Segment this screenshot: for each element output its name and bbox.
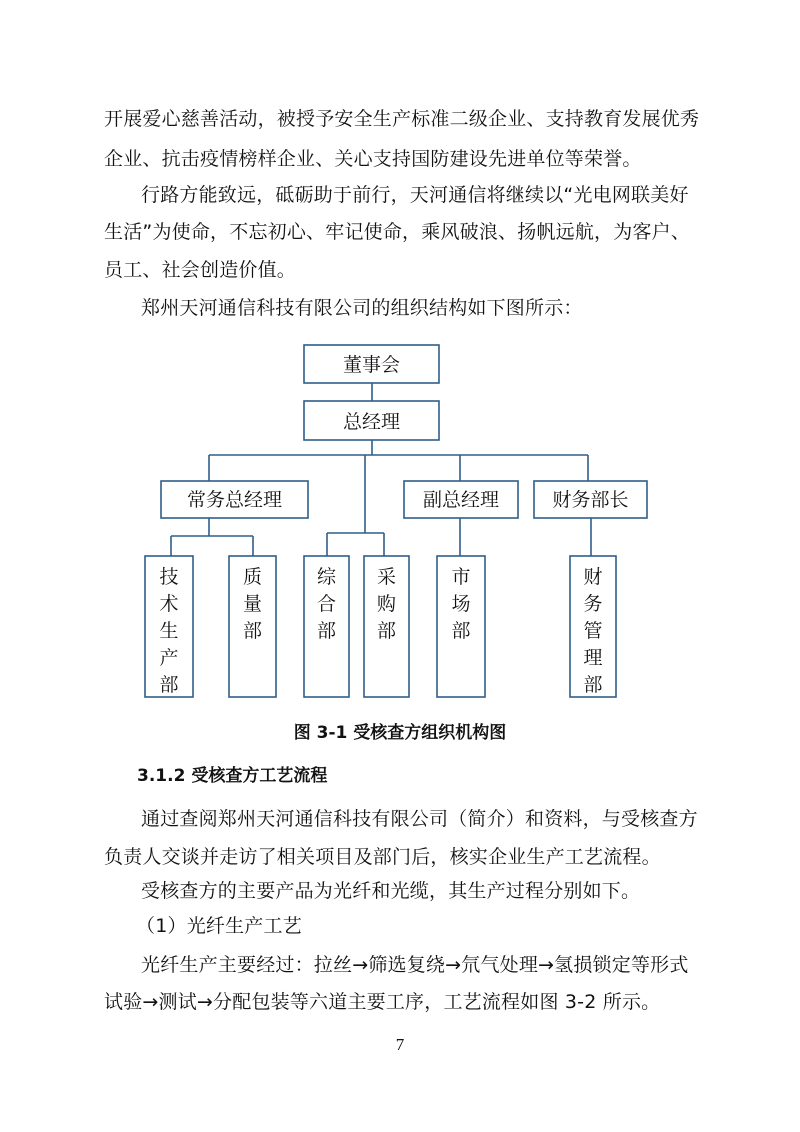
org-label-char: 部 <box>159 674 179 696</box>
org-label-char: 务 <box>583 593 603 615</box>
org-label-dept-general <box>317 566 337 642</box>
org-label-char: 部 <box>583 674 603 696</box>
org-label-char: 合 <box>316 593 337 615</box>
org-box-board <box>304 345 439 383</box>
org-label-char: 术 <box>159 593 179 615</box>
org-box-dept-quality <box>229 556 276 697</box>
org-label-dept-purchase <box>377 566 396 642</box>
org-label-char: 技 <box>159 566 179 588</box>
org-label-dept-market <box>451 566 470 642</box>
para1-line2: 企业、抗击疫情榜样企业、关心支持国防建设先进单位等荣誉。 <box>104 148 642 170</box>
org-label-char: 部 <box>451 620 471 642</box>
org-box-deputy-gm <box>404 481 518 518</box>
para2-line2: 生活”为使命，不忘初心、牢记使命，乘风破浪、扬帆远航，为客户、 <box>104 221 691 243</box>
section-p1-line1: 通过查阅郑州天河通信科技有限公司（简介）和资料，与受核查方 <box>141 808 698 830</box>
org-box-gm <box>304 401 439 440</box>
org-label-char: 财 <box>583 566 603 588</box>
org-box-dept-purchase <box>364 556 409 697</box>
section-p1-line2: 负责人交谈并走访了相关项目及部门后，核实企业生产工艺流程。 <box>104 846 661 868</box>
org-box-dept-market <box>437 556 485 697</box>
org-label-char: 生 <box>159 620 179 642</box>
section-p3: （1）光纤生产工艺 <box>136 915 302 937</box>
para1-line1: 开展爱心慈善活动，被授予安全生产标准二级企业、支持教育发展优秀 <box>104 108 700 130</box>
org-label-char: 场 <box>451 593 471 615</box>
section-heading: 3.1.2 受核查方工艺流程 <box>137 766 328 786</box>
org-label-char: 综 <box>316 566 337 588</box>
org-label-char: 产 <box>159 647 179 669</box>
org-label-board: 董事会 <box>342 354 401 376</box>
org-label-char: 管 <box>583 620 603 642</box>
section-p4-line2: 试验→测试→分配包装等六道主要工序，工艺流程如图 3-2 所示。 <box>104 991 661 1013</box>
page-number: 7 <box>395 1035 405 1054</box>
figure-caption: 图 3-1 受核查方组织机构图 <box>293 723 507 743</box>
org-label-char: 部 <box>242 620 263 642</box>
org-label-deputy-gm: 副总经理 <box>422 489 500 511</box>
org-label-dept-finance <box>583 566 602 696</box>
section-p4-line1: 光纤生产主要经过：拉丝→筛选复绕→氘气处理→氢损锁定等形式 <box>141 954 689 976</box>
org-label-dept-tech <box>159 566 178 696</box>
org-label-char: 量 <box>242 593 263 615</box>
org-label-finance-head: 财务部长 <box>552 489 629 511</box>
org-label-exec-vgm: 常务总经理 <box>186 489 283 511</box>
para2-line1: 行路方能致远，砥砺助于前行，天河通信将继续以“光电网联美好 <box>141 184 689 206</box>
org-box-dept-finance <box>570 556 616 697</box>
org-box-dept-tech <box>145 556 193 697</box>
org-label-char: 质 <box>242 566 263 588</box>
org-box-finance-head <box>534 481 647 518</box>
org-label-char: 购 <box>376 593 397 615</box>
org-label-dept-quality <box>243 566 262 642</box>
org-label-gm: 总经理 <box>342 411 401 433</box>
para2-line3: 员工、社会创造价值。 <box>104 259 297 281</box>
org-label-char: 理 <box>583 647 603 669</box>
section-p2: 受核查方的主要产品为光纤和光缆，其生产过程分别如下。 <box>141 880 641 902</box>
org-box-exec-vgm <box>161 481 308 518</box>
org-box-dept-general <box>304 556 349 697</box>
org-label-char: 部 <box>316 620 337 642</box>
org-label-char: 采 <box>376 566 397 588</box>
para3: 郑州天河通信科技有限公司的组织结构如下图所示： <box>141 297 583 319</box>
org-label-char: 部 <box>376 620 397 642</box>
org-label-char: 市 <box>451 566 471 588</box>
